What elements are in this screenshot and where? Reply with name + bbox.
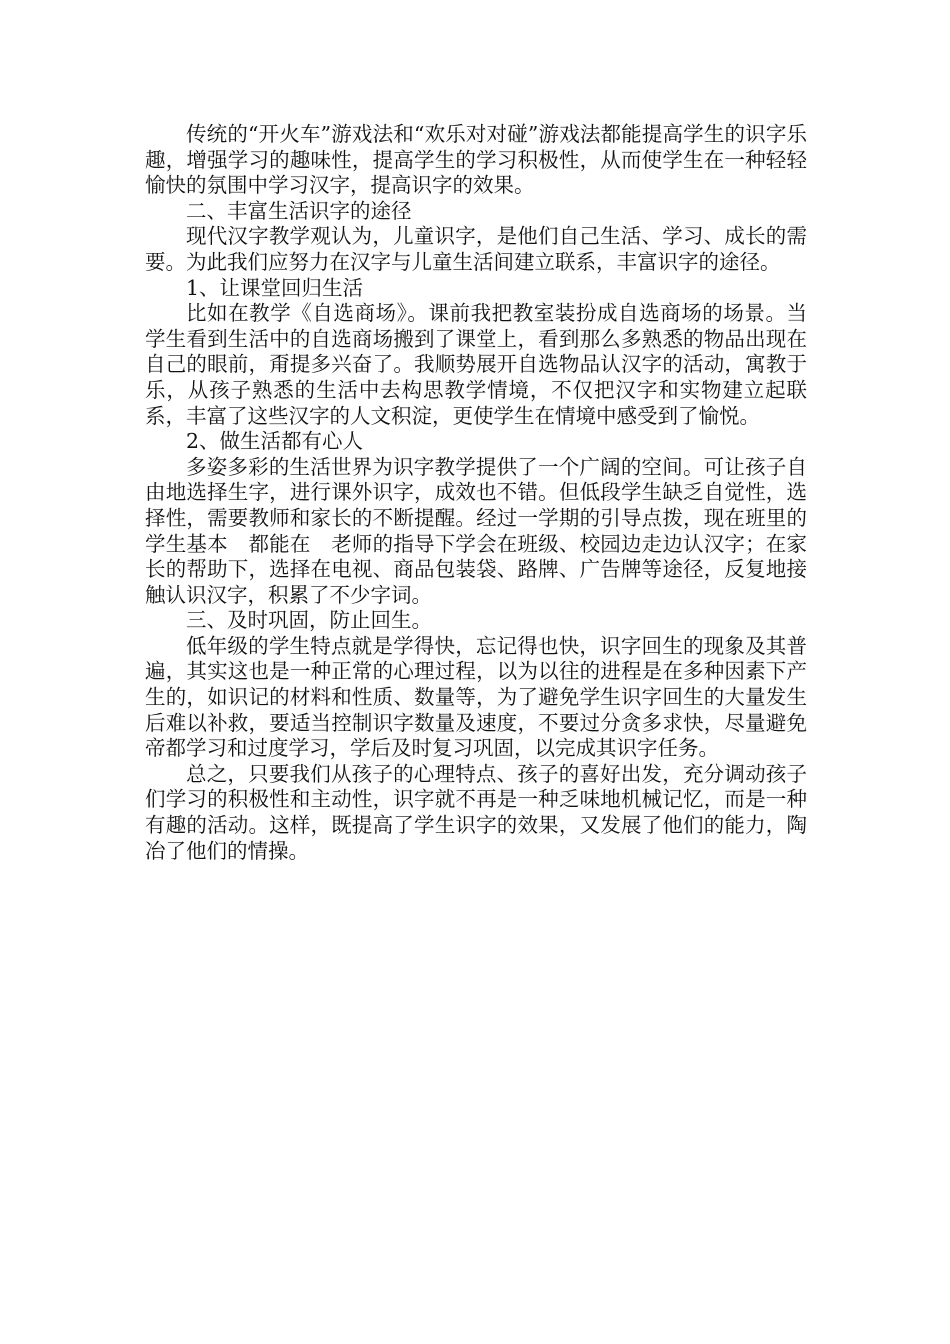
paragraph-conclusion: 总之，只要我们从孩子的心理特点、孩子的喜好出发，充分调动孩子们学习的积极性和主动性，识字就不再是一种乏味地机械记忆，而是一种有趣的活动。这样，既提高了学生识字的效果，又发展了他们的能力，陶冶了他们的情操。 [145, 761, 807, 863]
paragraph-colorful-life: 多姿多彩的生活世界为识字教学提供了一个广阔的空间。可让孩子自由地选择生字，进行课外识字，成效也不错。但低段学生缺乏自觉性，选择性，需要教师和家长的不断提醒。经过一学期的引导点拨，现在班里的学生基本 都能在 老师的指导下学会在班级、校园边走边认汉字；在家长的帮助下，选择在电视、商品包装袋、路牌、广告牌等途径，反复地接触认识汉字，积累了不少字词。 [145, 454, 807, 607]
paragraph-modern-view: 现代汉字教学观认为，儿童识字，是他们自己生活、学习、成长的需要。为此我们应努力在汉字与儿童生活间建立联系，丰富识字的途径。 [145, 224, 807, 274]
paragraph-games: 传统的“开火车”游戏法和“欢乐对对碰”游戏法都能提高学生的识字乐趣，增强学习的趣味性，提高学生的学习积极性，从而使学生在一种轻轻愉快的氛围中学习汉字，提高识字的效果。 [145, 122, 807, 198]
paragraph-low-grade: 低年级的学生特点就是学得快，忘记得也快，识字回生的现象及其普遍，其实这也是一种正常的心理过程，以为以往的进程是在多种因素下产生的，如识记的材料和性质、数量等，为了避免学生识字回生的大量发生后难以补救，要适当控制识字数量及速度，不要过分贪多求快，尽量避免帝都学习和过度学习，学后及时复习巩固，以完成其识字任务。 [145, 633, 807, 761]
subheading-classroom: 1、让课堂回归生活 [186, 275, 364, 300]
section-heading-consolidate: 三、及时巩固，防止回生。 [186, 608, 432, 633]
section-heading-life: 二、丰富生活识字的途径 [186, 198, 412, 223]
paragraph-supermarket: 比如在教学《自选商场》。课前我把教室装扮成自选商场的场景。当学生看到生活中的自选商场搬到了课堂上，看到那么多熟悉的物品出现在自己的眼前，甭提多兴奋了。我顺势展开自选物品认汉字的活动，寓教于乐，从孩子熟悉的生活中去构思教学情境，不仅把汉字和实物建立起联系，丰富了这些汉字的人文积淀，更使学生在情境中感受到了愉悦。 [145, 301, 807, 428]
subheading-attentive: 2、做生活都有心人 [186, 429, 364, 454]
document-body [145, 122, 807, 864]
